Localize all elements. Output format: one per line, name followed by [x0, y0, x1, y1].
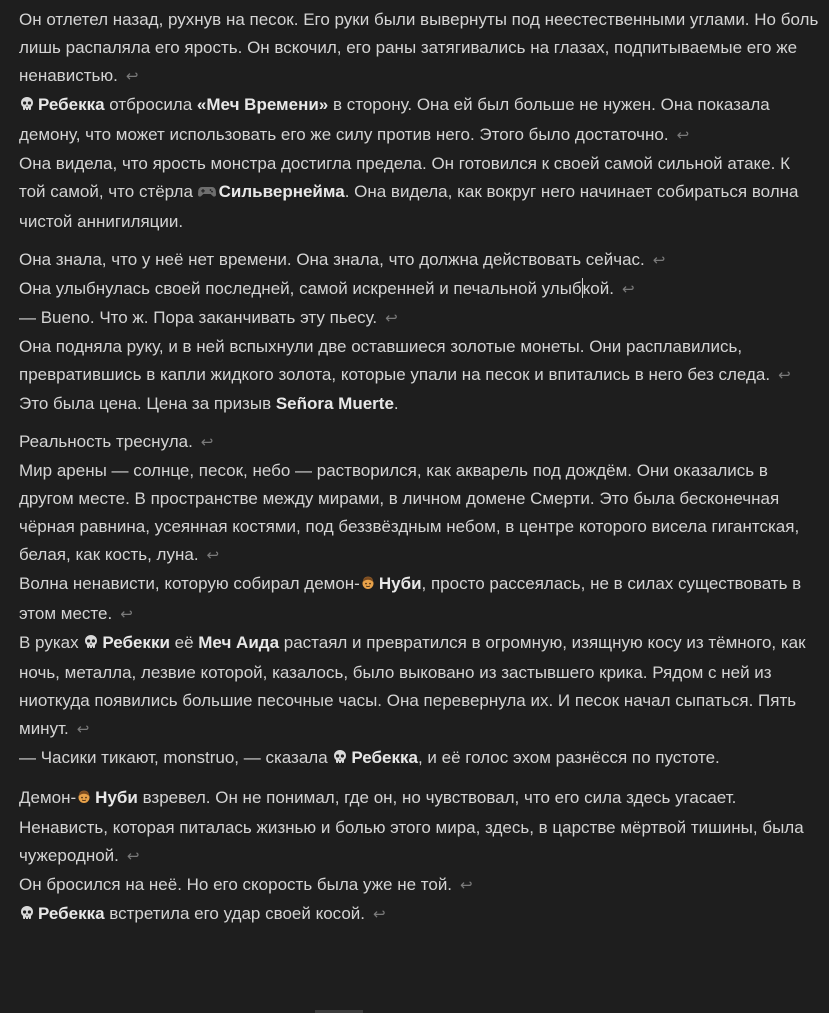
bold-text: Ребекки	[102, 633, 170, 652]
paragraph	[19, 784, 821, 871]
skull-icon	[83, 631, 99, 659]
paragraph	[19, 900, 821, 930]
return-icon: ↩	[76, 721, 90, 738]
return-icon: ↩	[126, 848, 140, 865]
bold-text: Нуби	[378, 574, 422, 593]
text-run: — Часики тикают, monstruo, — сказала	[19, 748, 333, 767]
bold-text: Сильвернейма	[218, 182, 345, 201]
return-icon: ↩	[778, 367, 791, 384]
paragraph	[19, 744, 821, 774]
return-icon: ↩	[206, 547, 220, 564]
text-run: взревел. Он не понимал, где он, но чувствовал, что его сила здесь угасает. Ненависть, которая питалась жизнью и болью этого мира, здесь, в царстве мёртвой тишины, была чужеродной.	[19, 788, 804, 865]
return-icon: ↩	[200, 434, 214, 451]
return-icon: ↩	[652, 252, 666, 269]
text-run: Демон-	[19, 788, 77, 807]
text-run: Она знала, что у неё нет времени. Она знала, что должна действовать сейчас.	[19, 250, 645, 269]
return-icon: ↩	[385, 310, 398, 327]
text-run: , просто рассеялась, не в силах существовать в этом месте.	[19, 574, 802, 623]
skull-icon	[19, 93, 35, 121]
paragraph	[19, 333, 821, 390]
bold-text: Ребекка	[38, 95, 105, 114]
text-run: , и её голос эхом разнёсся по пустоте.	[417, 748, 720, 767]
text-run: Реальность треснула.	[19, 432, 193, 451]
text-run: Она видела, что ярость монстра достигла предела. Он готовился к своей самой сильной атаке. К той самой, что стёрла	[19, 154, 790, 201]
text-run: Он отлетел назад, рухнув на песок. Его руки были вывернуты под неестественными углами. Но боль лишь распаляла его ярость. Он вскочил, его раны затягивались на глазах, подпитываемые его же ненавистью.	[19, 10, 819, 85]
paragraph	[19, 629, 821, 744]
text-run: Волна ненависти, которую собирал демон-	[19, 574, 360, 593]
paragraph	[19, 304, 821, 333]
text-run: . Она видела, как вокруг него начинает собираться волна чистой аннигиляции.	[19, 182, 799, 231]
paragraph	[19, 91, 821, 150]
text-run: растаял и превратился в огромную, изящную косу из тёмного, как ночь, металла, лезвие которой, казалось, было выковано из застывшего крика. Рядом с ней из ниоткуда появились большие песочные часы. Она перевернула их. И песок начал сыпаться. Пять минут.	[19, 633, 806, 738]
return-icon: ↩	[460, 877, 473, 894]
bold-text: «Меч Времени»	[196, 95, 329, 114]
text-run: .	[393, 394, 399, 413]
text-run: отбросила	[104, 95, 197, 114]
skull-icon	[332, 746, 348, 774]
bold-text: Меч Аида	[198, 633, 280, 652]
text-run: встретила его удар своей косой.	[104, 904, 366, 923]
text-run: кой.	[582, 279, 614, 298]
text-run: её	[169, 633, 199, 652]
return-icon: ↩	[125, 68, 139, 85]
skull-icon	[19, 902, 35, 930]
paragraph	[19, 246, 821, 275]
gamepad-icon	[198, 180, 216, 208]
text-run: Она улыбнулась своей последней, самой искренней и печальной улыб	[19, 279, 582, 298]
bold-text: Ребекка	[351, 748, 418, 767]
text-run: в сторону. Она ей был больше не нужен. Она показала демону, что может использовать его же силу против него. Этого было достаточно.	[19, 95, 770, 144]
return-icon: ↩	[373, 906, 386, 923]
text-run: Это была цена. Цена за призыв	[19, 394, 276, 413]
return-icon: ↩	[621, 281, 635, 298]
text-run: Он бросился на неё. Но его скорость была уже не той.	[19, 875, 453, 894]
paragraph	[19, 871, 821, 900]
bold-text: Нуби	[95, 788, 138, 807]
paragraph	[19, 457, 821, 570]
face-icon	[360, 572, 376, 600]
face-icon	[76, 786, 92, 814]
return-icon: ↩	[676, 127, 690, 144]
paragraph	[19, 150, 821, 236]
return-icon: ↩	[120, 606, 133, 623]
bold-text: Señora Muerte	[275, 394, 394, 413]
text-run: Мир арены — солнце, песок, небо — растворился, как акварель под дождём. Они оказались в другом месте. В пространстве между мирами, в личном домене Смерти. Это была бесконечная чёрная равнина, усеянная костями, под беззвёздным небом, в центре которого висела гигантская, белая, как кость, луна.	[19, 461, 800, 564]
paragraph	[19, 570, 821, 629]
text-run: — Bueno. Что ж. Пора заканчивать эту пьесу.	[19, 308, 378, 327]
paragraph	[19, 428, 821, 457]
text-run: В руках	[19, 633, 84, 652]
paragraph	[19, 6, 821, 91]
paragraph	[19, 275, 821, 304]
text-run: Она подняла руку, и в ней вспыхнули две оставшиеся золотые монеты. Они расплавились, превратившись в капли жидкого золота, которые упали на песок и впитались в него без следа.	[19, 337, 771, 384]
bold-text: Ребекка	[38, 904, 105, 923]
paragraph	[19, 390, 821, 418]
